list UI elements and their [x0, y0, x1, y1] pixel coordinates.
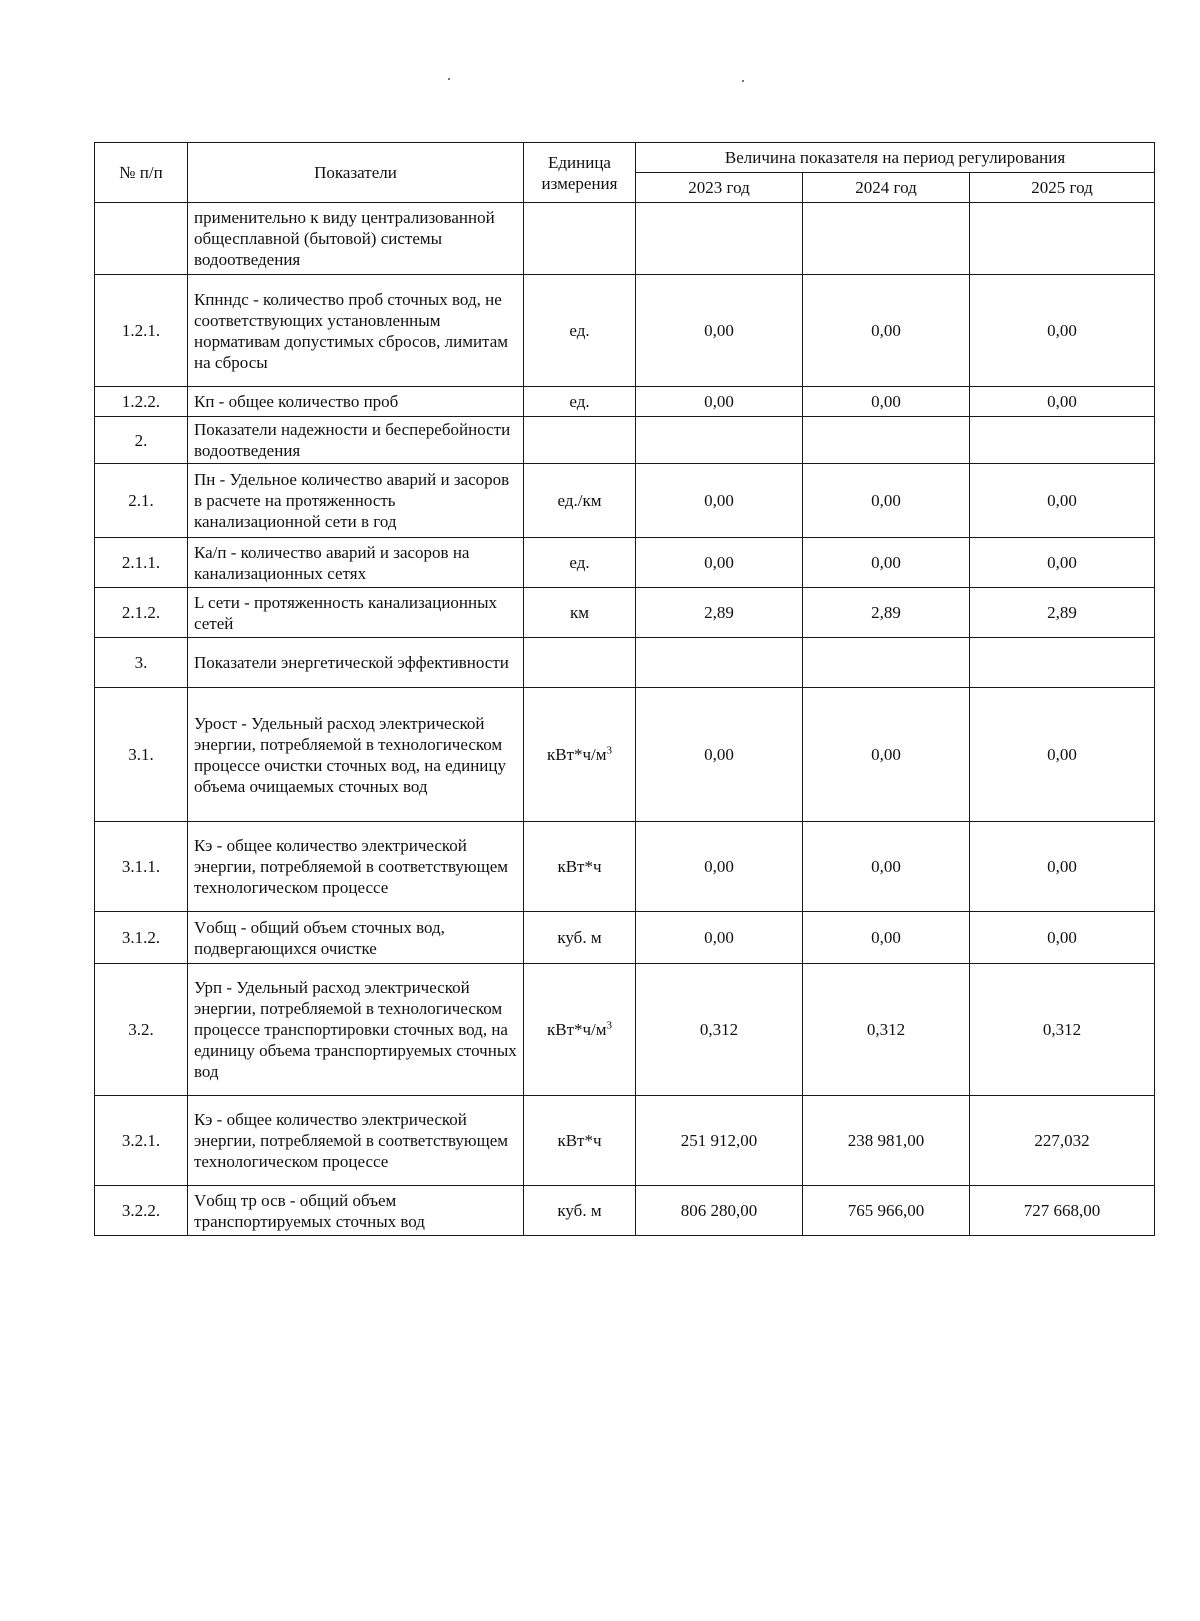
- value-2023: 0,312: [636, 964, 803, 1096]
- value-2024: [803, 638, 970, 688]
- unit-cell: [524, 1096, 636, 1186]
- value-2025: 0,312: [970, 964, 1155, 1096]
- header-period: Величина показателя на период регулирования: [636, 143, 1155, 173]
- value-2025: [970, 417, 1155, 464]
- value-2024: 0,00: [803, 538, 970, 588]
- header-unit: Единица измерения: [524, 143, 636, 203]
- unit-text: куб. м: [557, 1201, 602, 1220]
- value-2024: 238 981,00: [803, 1096, 970, 1186]
- unit-text: км: [569, 603, 590, 622]
- table-row: [95, 203, 1155, 275]
- row-number: 3.1.2.: [95, 912, 188, 964]
- table-row: [95, 964, 1155, 1096]
- row-number: 2.: [95, 417, 188, 464]
- row-number: 1.2.2.: [95, 387, 188, 417]
- value-2023: 0,00: [636, 464, 803, 538]
- value-2024: 0,312: [803, 964, 970, 1096]
- unit-superscript: 3: [606, 744, 613, 757]
- indicator-name: L сети - протяженность канализационных сетей: [188, 588, 524, 638]
- unit-cell: [524, 417, 636, 464]
- row-number: 3.2.1.: [95, 1096, 188, 1186]
- unit-superscript: 3: [606, 1019, 613, 1032]
- value-2025: 0,00: [970, 387, 1155, 417]
- unit-text: кВт*ч: [557, 857, 602, 876]
- table-body: [95, 203, 1155, 1236]
- indicator-name: Кпнндс - количество проб сточных вод, не соответствующих установленным нормативам допустимых сбросов, лимитам на сбросы: [188, 275, 524, 387]
- value-2023: 0,00: [636, 912, 803, 964]
- indicators-table: [94, 142, 1155, 1236]
- table-row: [95, 912, 1155, 964]
- row-number: 2.1.1.: [95, 538, 188, 588]
- unit-text: ед./км: [557, 491, 602, 510]
- value-2024: 2,89: [803, 588, 970, 638]
- value-2025: 0,00: [970, 822, 1155, 912]
- indicator-name: Vобщ - общий объем сточных вод, подвергающихся очистке: [188, 912, 524, 964]
- indicator-name: Кэ - общее количество электрической энергии, потребляемой в соответствующем технологическом процессе: [188, 1096, 524, 1186]
- row-number: 3.2.2.: [95, 1186, 188, 1236]
- indicator-name: Ка/п - количество аварий и засоров на канализационных сетях: [188, 538, 524, 588]
- value-2023: [636, 417, 803, 464]
- value-2023: 0,00: [636, 275, 803, 387]
- table-row: [95, 275, 1155, 387]
- header-year-2023: 2023 год: [636, 173, 803, 203]
- value-2025: 2,89: [970, 588, 1155, 638]
- row-number: 3.1.: [95, 688, 188, 822]
- value-2024: 0,00: [803, 912, 970, 964]
- unit-text: кВт*ч/м: [546, 1020, 607, 1039]
- indicator-name: применительно к виду централизованной общесплавной (бытовой) системы водоотведения: [188, 203, 524, 275]
- row-number: 3.2.: [95, 964, 188, 1096]
- table-row: [95, 387, 1155, 417]
- unit-cell: [524, 912, 636, 964]
- indicator-name: Кп - общее количество проб: [188, 387, 524, 417]
- scan-speck: [742, 80, 744, 82]
- row-number: 1.2.1.: [95, 275, 188, 387]
- value-2024: 0,00: [803, 688, 970, 822]
- unit-text: ед.: [569, 321, 590, 340]
- scan-speck: [448, 78, 450, 80]
- value-2025: [970, 638, 1155, 688]
- unit-cell: [524, 538, 636, 588]
- unit-cell: [524, 638, 636, 688]
- value-2025: 0,00: [970, 688, 1155, 822]
- table-row: [95, 1186, 1155, 1236]
- value-2025: 227,032: [970, 1096, 1155, 1186]
- table-row: [95, 538, 1155, 588]
- value-2024: [803, 203, 970, 275]
- header-num: № п/п: [95, 143, 188, 203]
- value-2023: 251 912,00: [636, 1096, 803, 1186]
- indicator-name: Урп - Удельный расход электрической энергии, потребляемой в технологическом процессе транспортировки сточных вод, на единицу объема транспортируемых сточных вод: [188, 964, 524, 1096]
- unit-text: кВт*ч: [557, 1131, 602, 1150]
- header-year-2025: 2025 год: [970, 173, 1155, 203]
- indicator-name: Показатели энергетической эффективности: [188, 638, 524, 688]
- value-2025: 0,00: [970, 275, 1155, 387]
- value-2024: 0,00: [803, 387, 970, 417]
- indicator-name: Кэ - общее количество электрической энергии, потребляемой в соответствующем технологическом процессе: [188, 822, 524, 912]
- unit-text: кВт*ч/м: [546, 745, 607, 764]
- value-2023: [636, 638, 803, 688]
- value-2023: 0,00: [636, 822, 803, 912]
- unit-cell: [524, 822, 636, 912]
- table-row: [95, 417, 1155, 464]
- unit-text: ед.: [569, 392, 590, 411]
- row-number: 2.1.: [95, 464, 188, 538]
- value-2023: [636, 203, 803, 275]
- value-2023: 0,00: [636, 387, 803, 417]
- table-row: [95, 688, 1155, 822]
- indicator-name: Vобщ тр осв - общий объем транспортируемых сточных вод: [188, 1186, 524, 1236]
- value-2023: 0,00: [636, 688, 803, 822]
- indicator-name: Урост - Удельный расход электрической энергии, потребляемой в технологическом процессе очистки сточных вод, на единицу объема очищаемых сточных вод: [188, 688, 524, 822]
- table-row: [95, 464, 1155, 538]
- unit-cell: [524, 964, 636, 1096]
- header-indicator: Показатели: [188, 143, 524, 203]
- table-row: [95, 638, 1155, 688]
- value-2025: 0,00: [970, 464, 1155, 538]
- unit-text: ед.: [569, 553, 590, 572]
- table-row: [95, 588, 1155, 638]
- unit-cell: [524, 203, 636, 275]
- unit-cell: [524, 688, 636, 822]
- value-2023: 806 280,00: [636, 1186, 803, 1236]
- value-2025: 0,00: [970, 538, 1155, 588]
- unit-cell: [524, 387, 636, 417]
- unit-cell: [524, 464, 636, 538]
- value-2024: 0,00: [803, 275, 970, 387]
- header-year-2024: 2024 год: [803, 173, 970, 203]
- value-2024: [803, 417, 970, 464]
- value-2024: 0,00: [803, 464, 970, 538]
- value-2025: 727 668,00: [970, 1186, 1155, 1236]
- table-row: [95, 1096, 1155, 1186]
- unit-cell: [524, 1186, 636, 1236]
- indicator-name: Пн - Удельное количество аварий и засоров в расчете на протяженность канализационной сети в год: [188, 464, 524, 538]
- value-2025: [970, 203, 1155, 275]
- unit-cell: [524, 275, 636, 387]
- table-header: [95, 143, 1155, 203]
- row-number: [95, 203, 188, 275]
- value-2023: 2,89: [636, 588, 803, 638]
- value-2023: 0,00: [636, 538, 803, 588]
- indicator-name: Показатели надежности и бесперебойности водоотведения: [188, 417, 524, 464]
- value-2024: 765 966,00: [803, 1186, 970, 1236]
- table-row: [95, 822, 1155, 912]
- value-2025: 0,00: [970, 912, 1155, 964]
- row-number: 3.1.1.: [95, 822, 188, 912]
- unit-text: куб. м: [557, 928, 602, 947]
- unit-cell: [524, 588, 636, 638]
- value-2024: 0,00: [803, 822, 970, 912]
- row-number: 2.1.2.: [95, 588, 188, 638]
- row-number: 3.: [95, 638, 188, 688]
